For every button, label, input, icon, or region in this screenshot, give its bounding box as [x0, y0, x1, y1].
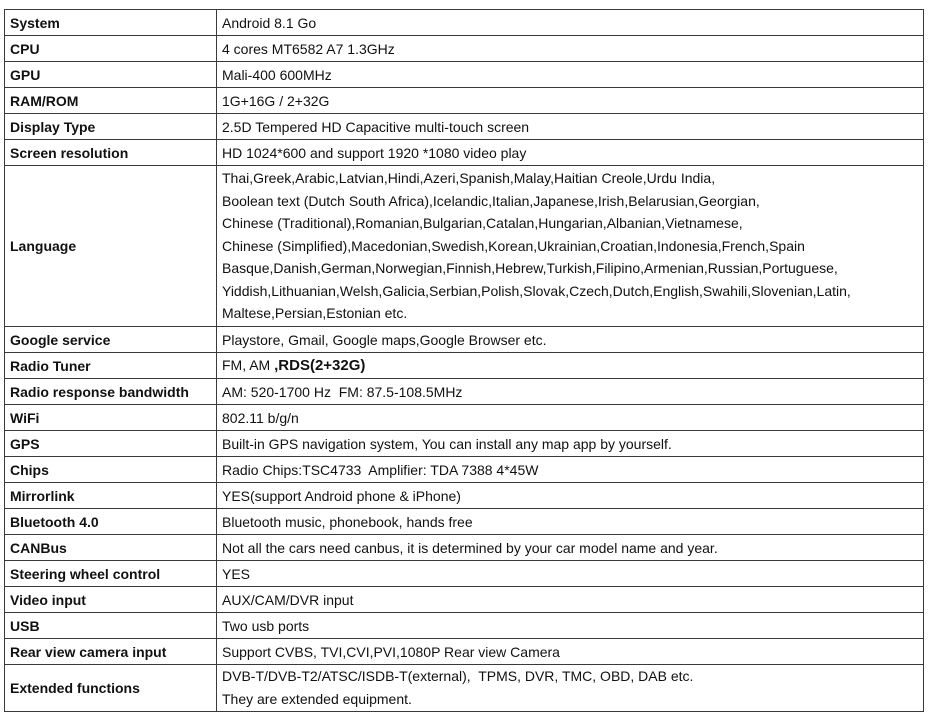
- spec-label: Extended functions: [5, 665, 217, 712]
- spec-value: Support CVBS, TVI,CVI,PVI,1080P Rear view Camera: [217, 639, 924, 665]
- spec-label: Bluetooth 4.0: [5, 509, 217, 535]
- spec-value: 2.5D Tempered HD Capacitive multi-touch screen: [217, 114, 924, 140]
- radio-tuner-rds: ,RDS(2+32G): [274, 357, 366, 374]
- extended-line: They are extended equipment.: [222, 691, 412, 707]
- spec-label: GPS: [5, 431, 217, 457]
- spec-label: GPU: [5, 62, 217, 88]
- spec-value: [217, 665, 924, 712]
- spec-row-display-type: [5, 114, 924, 140]
- spec-table: [4, 9, 924, 712]
- spec-value: Built-in GPS navigation system, You can install any map app by yourself.: [217, 431, 924, 457]
- spec-row-mirrorlink: [5, 483, 924, 509]
- spec-label: CPU: [5, 36, 217, 62]
- spec-row-canbus: [5, 535, 924, 561]
- spec-label: WiFi: [5, 405, 217, 431]
- language-line: Yiddish,Lithuanian,Welsh,Galicia,Serbian,Polish,Slovak,Czech,Dutch,English,Swahili,Slovenian,Latin,: [222, 282, 851, 299]
- spec-label: Display Type: [5, 114, 217, 140]
- spec-value: AUX/CAM/DVR input: [217, 587, 924, 613]
- spec-row-wifi: [5, 405, 924, 431]
- extended-line: DVB-T/DVB-T2/ATSC/ISDB-T(external), TPMS, DVR, TMC, OBD, DAB etc.: [222, 668, 694, 685]
- spec-value: YES(support Android phone & iPhone): [217, 483, 924, 509]
- spec-row-radio-tuner: [5, 353, 924, 379]
- spec-value: [217, 353, 924, 379]
- spec-row-system: [5, 10, 924, 36]
- spec-label: CANBus: [5, 535, 217, 561]
- spec-value: YES: [217, 561, 924, 587]
- language-line: Chinese (Traditional),Romanian,Bulgarian,Catalan,Hungarian,Albanian,Vietnamese,: [222, 215, 743, 232]
- spec-value: [217, 166, 924, 327]
- language-line: Basque,Danish,German,Norwegian,Finnish,Hebrew,Turkish,Filipino,Armenian,Russian,Portuguese,: [222, 260, 838, 277]
- spec-value: Radio Chips:TSC4733 Amplifier: TDA 7388 4*45W: [217, 457, 924, 483]
- spec-row-gps: [5, 431, 924, 457]
- spec-label: Screen resolution: [5, 140, 217, 166]
- spec-row-extended-functions: [5, 665, 924, 712]
- language-line: Chinese (Simplified),Macedonian,Swedish,Korean,Ukrainian,Croatian,Indonesia,French,Spain: [222, 237, 805, 254]
- spec-row-steering-wheel: [5, 561, 924, 587]
- radio-tuner-bands: FM, AM: [222, 357, 275, 373]
- spec-value: Bluetooth music, phonebook, hands free: [217, 509, 924, 535]
- spec-row-bluetooth: [5, 509, 924, 535]
- spec-value: AM: 520-1700 Hz FM: 87.5-108.5MHz: [217, 379, 924, 405]
- spec-value: Two usb ports: [217, 613, 924, 639]
- spec-label: Rear view camera input: [5, 639, 217, 665]
- language-line: Thai,Greek,Arabic,Latvian,Hindi,Azeri,Spanish,Malay,Haitian Creole,Urdu India,: [222, 169, 716, 186]
- spec-label: Video input: [5, 587, 217, 613]
- spec-label: Radio response bandwidth: [5, 379, 217, 405]
- spec-value: Android 8.1 Go: [217, 10, 924, 36]
- language-line: Maltese,Persian,Estonian etc.: [222, 305, 408, 322]
- spec-label: System: [5, 10, 217, 36]
- spec-row-video-input: [5, 587, 924, 613]
- spec-label: Google service: [5, 327, 217, 353]
- spec-label: Language: [5, 166, 217, 327]
- spec-value: Mali-400 600MHz: [217, 62, 924, 88]
- spec-value: HD 1024*600 and support 1920 *1080 video play: [217, 140, 924, 166]
- spec-row-chips: [5, 457, 924, 483]
- spec-label: USB: [5, 613, 217, 639]
- spec-label: Steering wheel control: [5, 561, 217, 587]
- spec-value: 4 cores MT6582 A7 1.3GHz: [217, 36, 924, 62]
- spec-row-cpu: [5, 36, 924, 62]
- spec-value: Not all the cars need canbus, it is determined by your car model name and year.: [217, 535, 924, 561]
- language-line: Boolean text (Dutch South Africa),Icelandic,Italian,Japanese,Irish,Belarusian,Georgian,: [222, 192, 760, 209]
- spec-value: 1G+16G / 2+32G: [217, 88, 924, 114]
- spec-label: Mirrorlink: [5, 483, 217, 509]
- spec-label: RAM/ROM: [5, 88, 217, 114]
- spec-row-gpu: [5, 62, 924, 88]
- spec-row-ram-rom: [5, 88, 924, 114]
- spec-row-language: [5, 166, 924, 327]
- spec-row-rear-camera: [5, 639, 924, 665]
- spec-row-google-service: [5, 327, 924, 353]
- spec-value: 802.11 b/g/n: [217, 405, 924, 431]
- spec-label: Radio Tuner: [5, 353, 217, 379]
- spec-row-usb: [5, 613, 924, 639]
- spec-value: Playstore, Gmail, Google maps,Google Browser etc.: [217, 327, 924, 353]
- spec-row-screen-resolution: [5, 140, 924, 166]
- spec-row-radio-bandwidth: [5, 379, 924, 405]
- spec-label: Chips: [5, 457, 217, 483]
